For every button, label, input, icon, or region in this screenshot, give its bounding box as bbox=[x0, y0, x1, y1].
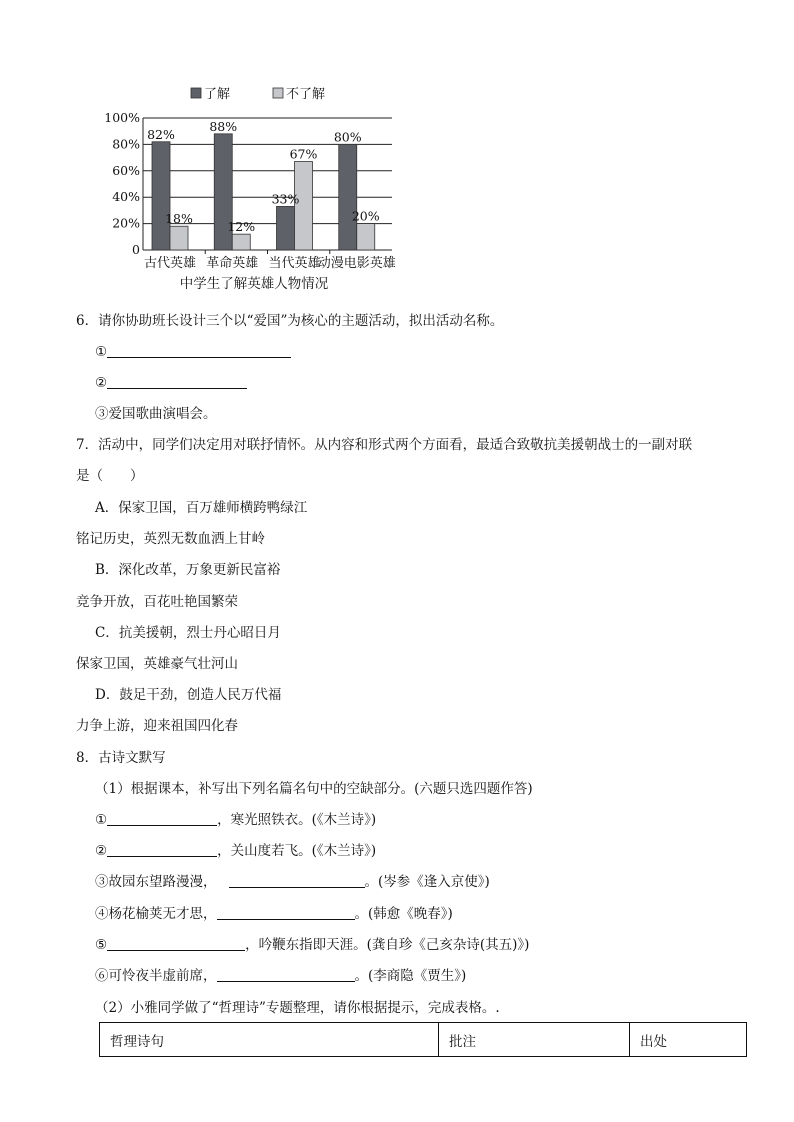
data-label: 33% bbox=[271, 191, 300, 207]
q7-option-d-line-1: D．鼓足干劲，创造人民万代福 bbox=[95, 687, 282, 703]
y-tick-label: 100% bbox=[104, 110, 140, 125]
answer-blank[interactable] bbox=[217, 905, 355, 920]
answer-blank[interactable] bbox=[107, 842, 217, 857]
q7-option-b-line-2: 竞争开放，百花吐艳国繁荣 bbox=[76, 594, 238, 610]
q8-line-1-label: ① bbox=[95, 812, 108, 828]
legend-swatch bbox=[273, 88, 283, 98]
q8-line-1 bbox=[95, 811, 376, 829]
q6-item-2-label: ② bbox=[95, 375, 108, 391]
bar-known bbox=[277, 206, 295, 250]
q8-part-1: （1）根据课本，补写出下列名篇名句中的空缺部分。(六题只选四题作答) bbox=[95, 781, 533, 797]
q8-line-4-source: 。(韩愈《晚春》) bbox=[354, 906, 453, 922]
q8-line-2-label: ② bbox=[95, 843, 108, 859]
y-tick-label: 60% bbox=[112, 162, 140, 178]
table-header-note: 批注 bbox=[439, 1023, 630, 1057]
q8-line-1-text: ，寒光照铁衣。(《木兰诗》) bbox=[217, 812, 377, 828]
chart-title: 中学生了解英雄人物情况 bbox=[179, 276, 329, 292]
x-tick-label: 当代英雄 bbox=[268, 256, 321, 271]
data-label: 88% bbox=[209, 118, 238, 134]
q8-part-2: （2）小雅同学做了“哲理诗”专题整理，请你根据提示，完成表格。. bbox=[95, 1000, 500, 1016]
q8-line-3 bbox=[95, 873, 490, 891]
q8-line-6 bbox=[95, 967, 466, 985]
answer-blank[interactable] bbox=[217, 967, 355, 982]
bar-unknown bbox=[170, 226, 188, 250]
q7-option-a-line-1: A．保家卫国，百万雄师横跨鸭绿江 bbox=[95, 500, 308, 516]
q6-answer-2 bbox=[95, 374, 247, 392]
q7-stem-line-1: 7．活动中，同学们决定用对联抒情怀。从内容和形式两个方面看，最适合致敬抗美援朝战士的一副对联 bbox=[76, 437, 693, 453]
bar-known bbox=[339, 144, 357, 250]
bar-chart bbox=[90, 78, 430, 298]
q8-line-4 bbox=[95, 905, 453, 923]
legend-label: 了解 bbox=[204, 87, 231, 102]
q7-stem-line-2: 是（ ） bbox=[76, 468, 144, 484]
q8-line-6-text: ⑥可怜夜半虚前席， bbox=[95, 968, 217, 984]
philosophy-poem-table bbox=[99, 1022, 747, 1057]
chart-legend bbox=[191, 87, 325, 102]
bar-unknown bbox=[232, 234, 250, 250]
answer-blank[interactable] bbox=[107, 936, 245, 951]
y-tick-label: 20% bbox=[112, 215, 140, 231]
y-tick-label: 0 bbox=[132, 242, 140, 257]
q8-line-2-text: ，关山度若飞。(《木兰诗》) bbox=[217, 843, 377, 859]
q8-line-4-text: ④杨花榆荚无才思， bbox=[95, 906, 217, 922]
data-label: 12% bbox=[227, 219, 256, 235]
data-label: 67% bbox=[289, 146, 318, 162]
q8-line-5 bbox=[95, 936, 529, 954]
legend-label: 不了解 bbox=[286, 87, 326, 102]
q7-option-b-line-1: B．深化改革，万象更新民富裕 bbox=[95, 562, 281, 578]
answer-blank[interactable] bbox=[107, 811, 217, 826]
answer-blank[interactable] bbox=[107, 343, 291, 358]
table-header-source: 出处 bbox=[630, 1023, 747, 1057]
answer-blank[interactable] bbox=[229, 873, 365, 888]
table-header-row bbox=[100, 1023, 747, 1057]
q6-item-1-label: ① bbox=[95, 344, 108, 360]
data-label: 80% bbox=[333, 129, 362, 145]
y-tick-label: 80% bbox=[112, 136, 140, 152]
q7-option-c-line-2: 保家卫国，英雄豪气壮河山 bbox=[76, 656, 238, 672]
data-label: 82% bbox=[147, 126, 175, 142]
q8-line-5-label: ⑤ bbox=[95, 937, 108, 953]
data-label: 20% bbox=[351, 208, 380, 224]
q7-option-d-line-2: 力争上游，迎来祖国四化春 bbox=[76, 718, 238, 734]
data-label: 18% bbox=[165, 211, 193, 227]
y-tick-label: 40% bbox=[112, 189, 140, 205]
q8-line-2 bbox=[95, 842, 376, 860]
bar-unknown bbox=[357, 224, 375, 250]
q6-answer-1 bbox=[95, 343, 291, 361]
q8-stem: 8．古诗文默写 bbox=[76, 750, 166, 766]
table-header-poem: 哲理诗句 bbox=[100, 1023, 439, 1057]
bar-known bbox=[152, 142, 170, 250]
x-tick-label: 古代英雄 bbox=[143, 256, 197, 271]
legend-swatch bbox=[191, 88, 201, 98]
q8-line-3-text: ③故园东望路漫漫， bbox=[95, 874, 217, 890]
q7-option-a-line-2: 铭记历史，英烈无数血洒上甘岭 bbox=[76, 531, 265, 547]
q8-line-5-text: ，吟鞭东指即天涯。(龚自珍《己亥杂诗(其五)》) bbox=[245, 937, 530, 953]
q7-option-c-line-1: C．抗美援朝，烈士丹心昭日月 bbox=[95, 625, 281, 641]
q6-stem: 6．请你协助班长设计三个以“爱国”为核心的主题活动，拟出活动名称。 bbox=[76, 313, 504, 329]
q8-line-6-source: 。(李商隐《贾生》) bbox=[354, 968, 467, 984]
q8-line-3-source: 。(岑参《逢入京使》) bbox=[364, 874, 490, 890]
answer-blank[interactable] bbox=[107, 374, 247, 389]
chart-bars bbox=[152, 134, 375, 250]
x-tick-label: 动漫电影英雄 bbox=[317, 256, 396, 271]
q6-item-3: ③爱国歌曲演唱会。 bbox=[95, 406, 217, 422]
x-tick-label: 革命英雄 bbox=[206, 256, 259, 271]
